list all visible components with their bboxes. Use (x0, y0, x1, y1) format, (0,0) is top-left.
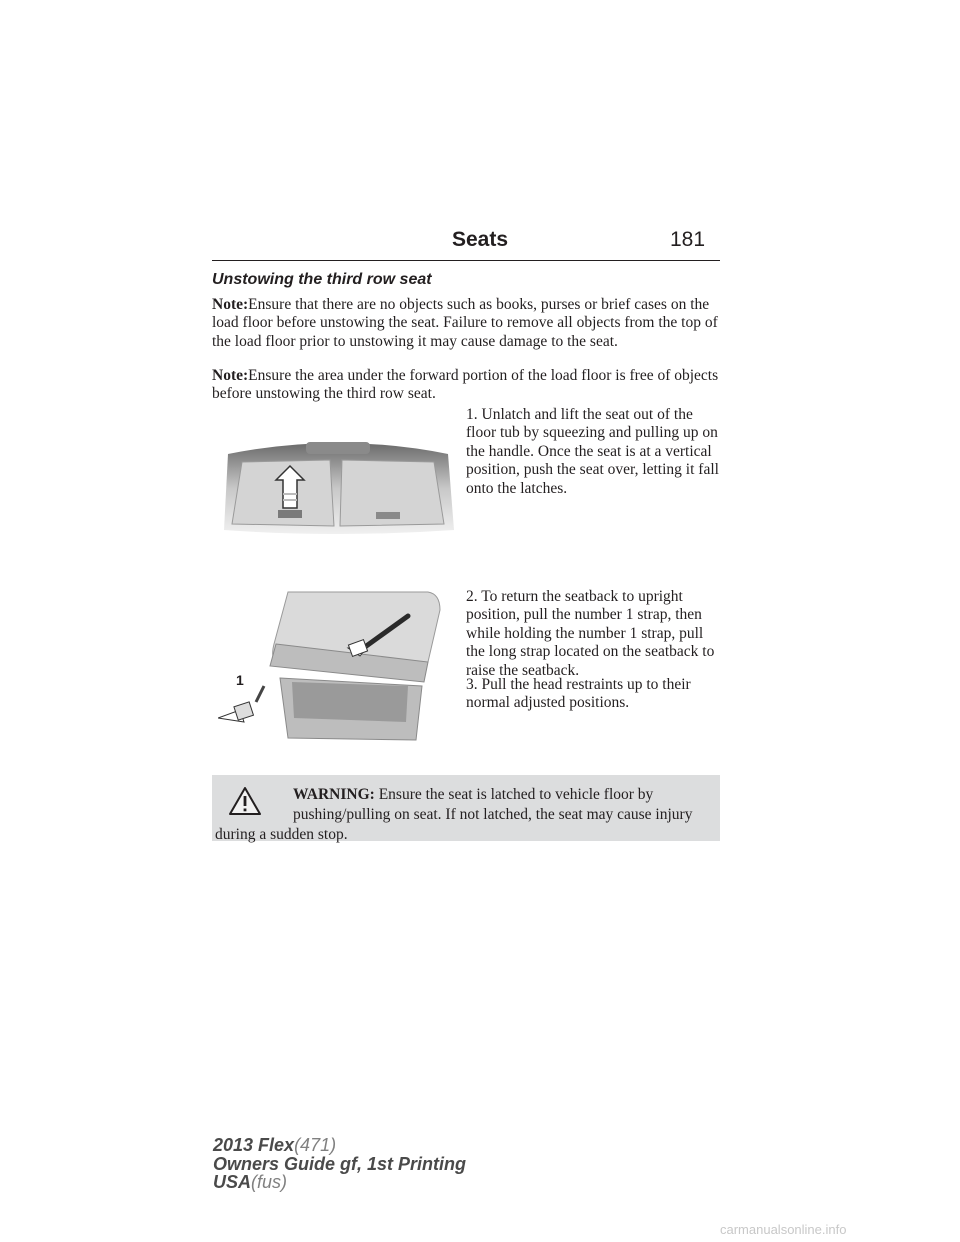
figure-callout: 1 (236, 672, 244, 688)
warning-box (212, 775, 720, 841)
watermark: carmanualsonline.info (720, 1222, 847, 1237)
page-number: 181 (670, 228, 706, 251)
note-text: Ensure the area under the forward portion of the load floor is free of objects before unstowing the third row seat. (212, 367, 719, 403)
instruction-step: 3. Pull the head restraints up to their normal adjusted positions. (466, 676, 691, 712)
warning-line: pushing/pulling on seat. If not latched, the seat may cause injury (293, 806, 693, 823)
document-footer (213, 1136, 466, 1192)
warning-label: WARNING: (293, 786, 375, 803)
load-floor-illustration (218, 432, 458, 542)
seatback-strap-illustration (218, 582, 458, 742)
instruction-step: 2. To return the seatback to upright position, pull the number 1 strap, then while holding the number 1 strap, pull the long strap located on the seatback to raise the seatback. (466, 588, 715, 679)
warning-line (293, 785, 653, 805)
footer-market-code: (fus) (251, 1172, 288, 1192)
warning-line: during a sudden stop. (215, 826, 348, 843)
page-title: Seats (452, 228, 509, 251)
note-paragraph (212, 296, 722, 351)
warning-line-text: Ensure the seat is latched to vehicle floor by (378, 786, 654, 803)
footer-guide: Owners Guide gf, 1st Printing (213, 1153, 467, 1174)
warning-triangle-icon (228, 786, 262, 816)
footer-market: USA (213, 1172, 252, 1192)
footer-model-code: (471) (294, 1135, 337, 1155)
note-label: Note: (212, 367, 249, 384)
note-paragraph (212, 367, 722, 404)
section-heading: Unstowing the third row seat (212, 271, 432, 288)
instruction-step: 1. Unlatch and lift the seat out of the floor tub by squeezing and pulling up on the handle. Once the seat is at a vertical position, push the seat over, letting it fall onto the latches. (466, 406, 719, 497)
header-rule (212, 256, 720, 261)
footer-model: 2013 Flex (213, 1135, 295, 1155)
note-label: Note: (212, 296, 249, 313)
note-text: Ensure that there are no objects such as books, purses or brief cases on the load floor before unstowing the seat. Failure to remove all objects from the top of the load floor prior to unstowing it may cause damage to the seat. (212, 296, 718, 350)
